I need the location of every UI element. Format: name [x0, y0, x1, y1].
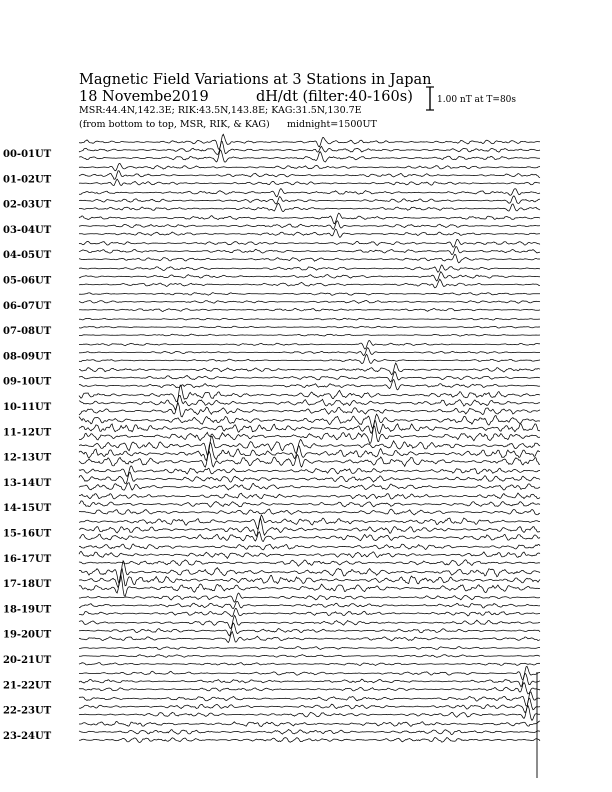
trace-line-kag	[79, 265, 540, 272]
trace-line-rik	[79, 655, 540, 658]
trace-line-msr	[79, 380, 540, 390]
trace-line-rik	[79, 301, 540, 304]
hour-label: 14-15UT	[3, 503, 52, 515]
trace-line-rik	[79, 196, 540, 204]
hour-label: 03-04UT	[3, 224, 52, 236]
hour-label: 17-18UT	[3, 579, 52, 591]
trace-line-kag	[79, 318, 540, 320]
trace-line-msr	[79, 229, 540, 237]
trace-line-msr	[79, 483, 540, 490]
trace-line-kag	[79, 436, 540, 455]
scale-bar-label: 1.00 nT at T=80s	[437, 95, 517, 105]
trace-line-rik	[79, 348, 540, 356]
chart-quantity: dH/dt (filter:40-160s)	[256, 89, 413, 105]
trace-line-kag	[79, 647, 540, 650]
trace-line-rik	[79, 272, 540, 281]
trace-line-msr	[79, 738, 540, 743]
trace-line-msr	[79, 254, 540, 263]
trace-line-kag	[79, 293, 540, 296]
hour-labels	[3, 149, 52, 742]
hour-label: 02-03UT	[3, 199, 52, 211]
hour-label: 00-01UT	[3, 149, 52, 160]
trace-group	[79, 134, 540, 742]
trace-line-rik	[79, 472, 540, 484]
chart-date: 18 Novembe2019	[79, 89, 209, 105]
trace-line-msr	[79, 682, 540, 694]
trace-line-rik	[79, 171, 540, 180]
trace-line-kag	[79, 240, 540, 248]
trace-line-kag	[79, 493, 540, 499]
hour-label: 21-22UT	[3, 680, 52, 692]
hour-label: 20-21UT	[3, 655, 52, 666]
trace-line-msr	[79, 609, 540, 617]
trace-line-kag	[79, 721, 540, 727]
trace-line-msr	[79, 334, 540, 336]
trace-line-kag	[79, 189, 540, 197]
hour-label: 23-24UT	[3, 730, 52, 742]
trace-line-rik	[79, 673, 540, 687]
trace-line-rik	[79, 501, 540, 507]
trace-line-rik	[79, 442, 540, 460]
hour-label: 07-08UT	[3, 326, 52, 338]
hour-label: 08-09UT	[3, 351, 52, 363]
trace-line-kag	[79, 692, 540, 706]
trace-line-kag	[79, 544, 540, 550]
trace-line-rik	[79, 142, 540, 155]
trace-line-kag	[79, 341, 540, 349]
trace-line-msr	[79, 279, 540, 288]
hour-label: 09-10UT	[3, 376, 52, 388]
hour-label: 05-06UT	[3, 275, 52, 287]
trace-line-kag	[79, 616, 540, 629]
midnight-note: midnight=1500UT	[287, 119, 377, 130]
hour-label: 12-13UT	[3, 452, 52, 464]
trace-line-kag	[79, 213, 540, 224]
trace-line-kag	[79, 515, 540, 529]
hour-label: 19-20UT	[3, 629, 52, 641]
trace-line-rik	[79, 221, 540, 229]
hour-label: 11-12UT	[3, 427, 52, 439]
station-coordinates: MSR:44.4N,142.3E; RIK:43.5N,143.8E; KAG:31.5N,130.7E	[79, 105, 362, 116]
trace-line-kag	[79, 593, 540, 602]
trace-line-kag	[79, 414, 540, 429]
trace-line-rik	[79, 326, 540, 328]
hour-label: 04-05UT	[3, 250, 52, 262]
trace-line-kag	[79, 134, 540, 149]
trace-line-rik	[79, 518, 540, 536]
trace-line-msr	[79, 706, 540, 721]
hour-label: 15-16UT	[3, 528, 52, 540]
trace-line-msr	[79, 203, 540, 211]
trace-line-rik	[79, 698, 540, 713]
trace-line-kag	[79, 164, 540, 171]
hour-label: 18-19UT	[3, 604, 52, 616]
trace-line-msr	[79, 532, 540, 542]
trace-line-msr	[79, 308, 540, 311]
trace-line-kag	[79, 385, 540, 402]
trace-line-rik	[79, 551, 540, 558]
trace-line-rik	[79, 623, 540, 636]
trace-line-kag	[79, 666, 540, 679]
trace-line-rik	[79, 372, 540, 382]
scale-bar	[426, 87, 516, 110]
station-order-note: (from bottom to top, MSR, RIK, & KAG)	[79, 119, 270, 130]
trace-line-msr	[79, 509, 540, 515]
hour-label: 22-23UT	[3, 705, 52, 717]
trace-line-msr	[79, 354, 540, 363]
hour-label: 01-02UT	[3, 174, 52, 186]
hour-label: 06-07UT	[3, 300, 52, 312]
trace-line-msr	[79, 179, 540, 185]
trace-line-kag	[79, 363, 540, 375]
trace-line-msr	[79, 632, 540, 643]
hour-label: 16-17UT	[3, 553, 52, 565]
trace-line-msr	[79, 663, 540, 666]
trace-line-rik	[79, 395, 540, 409]
chart-title: Magnetic Field Variations at 3 Stations in Japan	[79, 72, 432, 88]
trace-line-rik	[79, 601, 540, 608]
hour-label: 10-11UT	[3, 402, 52, 413]
trace-line-msr	[79, 560, 540, 567]
trace-line-rik	[79, 247, 540, 255]
hour-label: 13-14UT	[3, 477, 52, 489]
trace-line-rik	[79, 730, 540, 735]
trace-line-msr	[79, 576, 540, 597]
trace-line-kag	[79, 466, 540, 477]
